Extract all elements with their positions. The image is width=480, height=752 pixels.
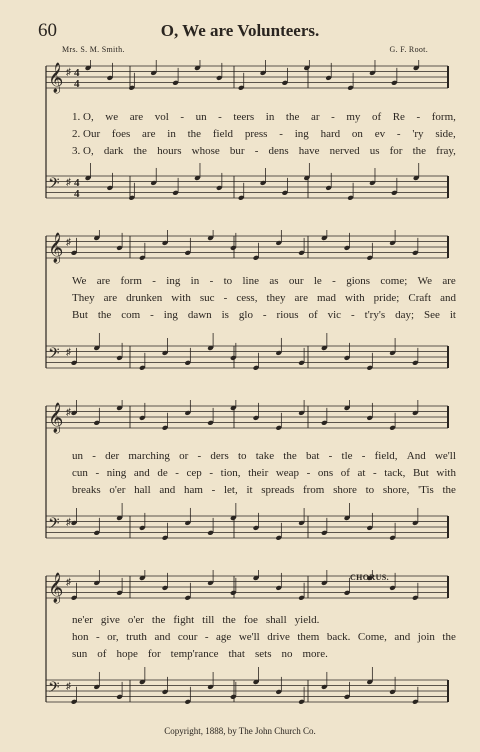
lyric-word: the (442, 484, 456, 496)
lyric-word: ing (163, 309, 178, 321)
lyric-word: Re (392, 111, 405, 123)
lyric-word: cess, (236, 292, 258, 304)
lyric-word: at (357, 467, 366, 479)
lyric-line (72, 143, 456, 160)
lyric-word: ders (210, 450, 229, 462)
chorus-label: CHORUS. (350, 573, 390, 582)
lyric-word: o'er (127, 614, 144, 626)
lyric-word: are (294, 292, 308, 304)
lyric-word: are (129, 111, 144, 123)
lyric-word: or, (107, 631, 119, 643)
lyric-word: pride; (373, 292, 400, 304)
lyric-line (72, 290, 456, 307)
lyric-word: rious (276, 309, 299, 321)
lyric-word: and (440, 292, 456, 304)
lyric-word: vic (327, 309, 342, 321)
lyric-word: their (248, 467, 269, 479)
lyric-word: shall (265, 614, 287, 626)
lyric-word: it (449, 309, 456, 321)
lyric-word: tack, (384, 467, 406, 479)
lyric-word: our (288, 275, 304, 287)
lyric-word: give (100, 614, 120, 626)
lyric-word: cep (186, 467, 202, 479)
bass-staff (46, 163, 448, 201)
lyric-word: But (72, 309, 88, 321)
lyric-word: foe (243, 614, 258, 626)
lyric-word: - (218, 111, 222, 123)
sharp-icon: ♯ (66, 681, 71, 692)
lyric-word: they (266, 292, 286, 304)
lyric-word: and (133, 467, 150, 479)
lyric-word: and (154, 631, 171, 643)
lyric-word: - (211, 484, 216, 496)
lyric-word: shore (333, 484, 357, 496)
lyric-word: - (180, 111, 185, 123)
lyric-word: 'ry (412, 128, 424, 140)
treble-staff (46, 400, 448, 434)
lyric-word: dens (268, 145, 289, 157)
lyric-word: truth (126, 631, 147, 643)
lyric-word: yield. (294, 614, 320, 626)
lyric-line (72, 126, 456, 143)
lyric-word: the (187, 128, 202, 140)
lyric-word: hard (320, 128, 341, 140)
lyric-word: un (72, 450, 83, 462)
lyric-word: - (332, 275, 336, 287)
lyric-word: whose (191, 145, 220, 157)
lyric-word: of (308, 309, 318, 321)
lyric-word: - (223, 292, 228, 304)
lyric-word: shore, (382, 484, 410, 496)
lyric-word: and (159, 484, 176, 496)
lyric-word: we'll (434, 450, 456, 462)
lyric-word: fight (173, 614, 195, 626)
lyric-word: - (416, 111, 421, 123)
lyric-word: - (331, 111, 335, 123)
lyric-word: gions (346, 275, 371, 287)
lyric-line (72, 482, 456, 499)
lyric-word: from (302, 484, 325, 496)
lyric-word: And (406, 450, 426, 462)
lyric-word: temp'rance (170, 648, 219, 660)
lyric-word: ar (310, 111, 320, 123)
lyric-word: the (97, 309, 112, 321)
lyric-word: we (105, 111, 119, 123)
lyric-word: Come, (357, 631, 387, 643)
lyric-word: it (246, 484, 253, 496)
lyric-word: of (97, 648, 107, 660)
composer-credit: G. F. Root. (389, 45, 428, 54)
lyric-word: press (244, 128, 268, 140)
lyric-word: for (389, 145, 403, 157)
lyric-word: le (313, 275, 322, 287)
lyric-word: Craft (408, 292, 432, 304)
copyright-notice: Copyright, 1888, by The John Church Co. (164, 726, 316, 736)
lyric-word: But (412, 467, 429, 479)
lyric-word: hon (72, 631, 89, 643)
bass-clef-icon: 𝄢 (48, 175, 60, 196)
lyric-word: is (221, 309, 229, 321)
lyric-word: field, (374, 450, 398, 462)
lyric-word: breaks (72, 484, 101, 496)
sharp-icon: ♯ (66, 67, 71, 78)
lyric-word: - (175, 467, 179, 479)
time-signature: 4 (74, 188, 80, 200)
lyric-word: dawn (187, 309, 212, 321)
bass-clef-icon: 𝄢 (48, 679, 60, 700)
lyric-line (72, 273, 456, 290)
lyric-line (72, 629, 456, 646)
lyric-word: the (133, 145, 147, 157)
lyric-line (72, 612, 352, 629)
lyric-word: and (394, 631, 411, 643)
lyric-word: un (195, 111, 207, 123)
lyric-word: - (254, 145, 259, 157)
music-system-1 (38, 60, 456, 220)
lyrics-block (72, 448, 456, 499)
bass-staff (46, 333, 448, 371)
bass-staff (46, 503, 448, 541)
lyric-word: - (150, 309, 154, 321)
lyric-word: the (442, 631, 456, 643)
lyric-word: or (179, 450, 189, 462)
lyric-word: to (223, 275, 233, 287)
lyric-word: mad (317, 292, 336, 304)
time-signature: 4 (74, 177, 80, 189)
lyric-word: cour (177, 631, 198, 643)
lyric-word: foes (111, 128, 131, 140)
lyric-word: the (222, 614, 236, 626)
lyric-word: are (442, 275, 456, 287)
lyric-word: hope (116, 648, 138, 660)
lyric-word: my (346, 111, 361, 123)
lyric-word: 2. Our (72, 128, 101, 140)
lyric-word: - (396, 128, 401, 140)
lyric-line (72, 465, 456, 482)
lyric-word: fray, (436, 145, 456, 157)
lyric-word: drunken (126, 292, 163, 304)
lyricist-credit: Mrs. S. M. Smith. (62, 45, 125, 54)
lyric-word: t'ry's (364, 309, 386, 321)
sharp-icon: ♯ (66, 347, 71, 358)
lyric-line (72, 646, 362, 663)
lyrics-block (72, 109, 456, 160)
lyric-word: hall (134, 484, 151, 496)
sharp-icon: ♯ (66, 407, 71, 418)
lyric-word: to (237, 450, 247, 462)
lyrics-block (72, 273, 456, 324)
lyric-word: bat (305, 450, 320, 462)
lyric-word: day; (395, 309, 415, 321)
lyric-word: They (72, 292, 95, 304)
lyric-word: field (212, 128, 234, 140)
lyric-word: are (96, 275, 111, 287)
time-signature: 4 (74, 67, 80, 79)
lyric-word: of (371, 111, 382, 123)
lyric-word: in (265, 111, 275, 123)
lyric-word: with (171, 292, 191, 304)
lyric-word: spreads (261, 484, 295, 496)
lyric-word: teers (233, 111, 255, 123)
lyric-word: 'Tis (418, 484, 434, 496)
lyric-word: com (121, 309, 141, 321)
lyric-word: bur (229, 145, 245, 157)
lyric-word: line (242, 275, 259, 287)
lyric-word: ing (294, 128, 309, 140)
treble-clef-icon: 𝄞 (48, 63, 64, 93)
lyric-word: - (306, 467, 311, 479)
bass-clef-icon: 𝄢 (48, 515, 60, 536)
lyric-word: are (142, 128, 156, 140)
sharp-icon: ♯ (66, 577, 71, 588)
lyric-word: - (197, 450, 202, 462)
lyric-word: tle (341, 450, 353, 462)
lyric-word: with (436, 467, 456, 479)
lyric-word: ev (374, 128, 386, 140)
lyric-word: ons (317, 467, 334, 479)
lyric-word: - (92, 450, 96, 462)
lyric-word: 3. O, (72, 145, 94, 157)
bass-clef-icon: 𝄢 (48, 345, 60, 366)
lyric-word: glo (238, 309, 253, 321)
page-number: 60 (38, 20, 57, 41)
lyric-word: back. (326, 631, 351, 643)
lyric-word: let, (223, 484, 238, 496)
lyric-word: sets (254, 648, 272, 660)
lyric-word: nerved (329, 145, 360, 157)
lyric-word: We (72, 275, 87, 287)
lyric-word: de (157, 467, 168, 479)
lyric-line (72, 448, 456, 465)
lyric-word: See (423, 309, 440, 321)
lyric-word: ham (183, 484, 203, 496)
lyric-word: form, (431, 111, 456, 123)
lyric-word: with (345, 292, 365, 304)
lyric-word: cun (72, 467, 88, 479)
treble-staff (46, 230, 448, 264)
lyric-word: - (152, 275, 156, 287)
lyric-word: - (262, 309, 267, 321)
time-signature: 4 (74, 78, 80, 90)
lyric-word: more. (302, 648, 328, 660)
treble-clef-icon: 𝄞 (48, 573, 64, 603)
music-system-4 (38, 570, 456, 720)
lyric-word: that (228, 648, 245, 660)
lyric-word: till (202, 614, 215, 626)
lyric-word: on (351, 128, 363, 140)
hymn-title: O, We are Volunteers. (160, 21, 320, 40)
sharp-icon: ♯ (66, 517, 71, 528)
sharp-icon: ♯ (66, 177, 71, 188)
lyric-word: hours (157, 145, 182, 157)
lyric-word: - (209, 467, 214, 479)
bass-staff (46, 667, 448, 705)
lyric-word: come; (380, 275, 408, 287)
lyric-word: we'll (238, 631, 260, 643)
lyric-word: - (351, 309, 355, 321)
treble-clef-icon: 𝄞 (48, 233, 64, 263)
lyric-word: us (369, 145, 380, 157)
lyric-word: - (361, 450, 366, 462)
lyric-word: We (417, 275, 432, 287)
lyric-word: take (255, 450, 275, 462)
lyric-word: - (279, 128, 283, 140)
lyric-word: der (105, 450, 120, 462)
lyric-word: suc (199, 292, 215, 304)
lyric-word: ing (166, 275, 181, 287)
lyric-word: in (190, 275, 200, 287)
lyric-word: weap (275, 467, 300, 479)
music-system-3 (38, 400, 456, 560)
lyric-word: - (373, 467, 377, 479)
lyric-word: marching (128, 450, 170, 462)
lyric-word: the (412, 145, 427, 157)
lyric-word: - (328, 450, 333, 462)
lyric-word: - (209, 275, 214, 287)
lyric-word: are (103, 292, 118, 304)
lyric-line (72, 307, 456, 324)
treble-clef-icon: 𝄞 (48, 403, 64, 433)
lyric-word: to (365, 484, 375, 496)
lyric-word: the (151, 614, 166, 626)
lyric-word: of (340, 467, 350, 479)
lyric-word: - (204, 631, 209, 643)
lyric-word: ning (106, 467, 127, 479)
lyric-word: side, (435, 128, 456, 140)
lyric-word: them (297, 631, 320, 643)
lyric-word: the (283, 450, 297, 462)
lyric-word: tion, (220, 467, 241, 479)
lyric-word: - (96, 631, 100, 643)
lyric-word: for (147, 648, 161, 660)
lyric-word: join (417, 631, 435, 643)
lyric-word: 1. O, (72, 111, 94, 123)
treble-staff (46, 60, 448, 94)
lyric-word: have (298, 145, 320, 157)
lyric-word: sun (72, 648, 88, 660)
lyrics-block (72, 612, 456, 663)
lyric-line (72, 109, 456, 126)
sharp-icon: ♯ (66, 237, 71, 248)
lyric-word: ne'er (72, 614, 93, 626)
lyric-word: drive (267, 631, 290, 643)
lyric-word: - (95, 467, 100, 479)
lyric-word: form (120, 275, 142, 287)
lyric-word: vol (154, 111, 169, 123)
lyric-word: the (285, 111, 300, 123)
lyric-word: no (281, 648, 293, 660)
lyric-word: in (167, 128, 176, 140)
lyric-word: o'er (109, 484, 126, 496)
lyric-word: age (216, 631, 232, 643)
lyric-word: dark (103, 145, 124, 157)
lyric-word: as (269, 275, 279, 287)
music-system-2 (38, 230, 456, 390)
